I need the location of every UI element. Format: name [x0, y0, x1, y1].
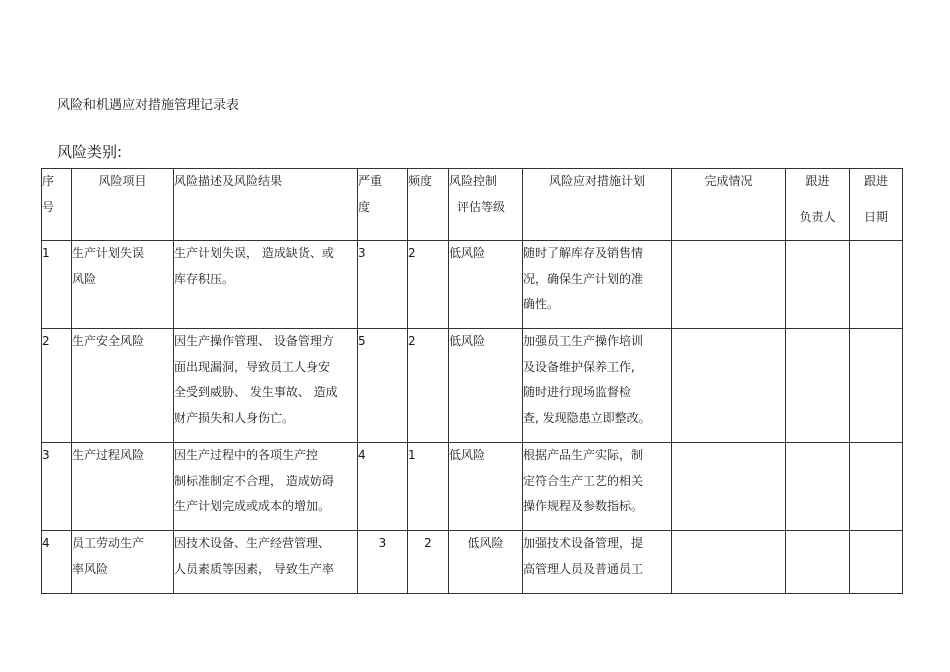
- cell-followup-date: [850, 241, 903, 329]
- header-followup-date: 跟进 日期: [850, 169, 903, 241]
- header-followup-owner: 跟进 负责人: [786, 169, 850, 241]
- risk-category-label: 风险类别:: [57, 143, 123, 161]
- cell-followup-owner: [786, 329, 850, 443]
- cell-severity: 3: [358, 531, 408, 594]
- cell-completion-status: [672, 531, 786, 594]
- header-severity: 严重 度: [358, 169, 408, 241]
- cell-no: 1: [42, 241, 72, 329]
- risk-table: [41, 168, 903, 594]
- cell-risk-level: 低风险: [449, 531, 523, 594]
- table-header-row: [42, 169, 903, 241]
- cell-risk-description: 因生产操作管理、 设备管理方 面出现漏洞，导致员工人身安 全受到威胁、 发生事故、 造成 财产损失和人身伤亡。: [174, 329, 358, 443]
- cell-followup-date: [850, 531, 903, 594]
- cell-frequency: 2: [408, 531, 449, 594]
- cell-risk-description: 因生产过程中的各项生产控 制标准制定不合理， 造成妨碍 生产计划完成或成本的增加。: [174, 443, 358, 531]
- cell-response-plan: 根据产品生产实际，制 定符合生产工艺的相关 操作规程及参数指标。: [523, 443, 672, 531]
- cell-no: 3: [42, 443, 72, 531]
- cell-risk-description: 生产计划失误， 造成缺货、或 库存积压。: [174, 241, 358, 329]
- table-row: [42, 531, 903, 594]
- header-frequency: 频度: [408, 169, 449, 241]
- table-row: [42, 329, 903, 443]
- cell-response-plan: 随时了解库存及销售情 况，确保生产计划的准 确性。: [523, 241, 672, 329]
- header-completion-status: 完成情况: [672, 169, 786, 241]
- cell-severity: 3: [358, 241, 408, 329]
- header-risk-item: 风险项目: [72, 169, 174, 241]
- cell-completion-status: [672, 329, 786, 443]
- cell-completion-status: [672, 443, 786, 531]
- cell-risk-level: 低风险: [449, 241, 523, 329]
- cell-severity: 4: [358, 443, 408, 531]
- cell-frequency: 2: [408, 329, 449, 443]
- cell-no: 2: [42, 329, 72, 443]
- table-row: [42, 241, 903, 329]
- cell-risk-item: 生产计划失误 风险: [72, 241, 174, 329]
- document-title: 风险和机遇应对措施管理记录表: [57, 98, 240, 113]
- cell-followup-owner: [786, 241, 850, 329]
- cell-risk-description: 因技术设备、生产经营管理、 人员素质等因素， 导致生产率: [174, 531, 358, 594]
- cell-followup-owner: [786, 443, 850, 531]
- header-risk-level: 风险控制 评估等级: [449, 169, 523, 241]
- cell-followup-owner: [786, 531, 850, 594]
- cell-frequency: 1: [408, 443, 449, 531]
- cell-risk-item: 生产过程风险: [72, 443, 174, 531]
- cell-followup-date: [850, 329, 903, 443]
- cell-risk-level: 低风险: [449, 443, 523, 531]
- header-response-plan: 风险应对措施计划: [523, 169, 672, 241]
- header-risk-description: 风险描述及风险结果: [174, 169, 358, 241]
- cell-severity: 5: [358, 329, 408, 443]
- cell-completion-status: [672, 241, 786, 329]
- table-row: [42, 443, 903, 531]
- cell-frequency: 2: [408, 241, 449, 329]
- cell-risk-level: 低风险: [449, 329, 523, 443]
- cell-response-plan: 加强技术设备管理，提 高管理人员及普通员工: [523, 531, 672, 594]
- cell-response-plan: 加强员工生产操作培训 及设备维护保养工作, 随时进行现场监督检 查, 发现隐患立即整改。: [523, 329, 672, 443]
- cell-no: 4: [42, 531, 72, 594]
- cell-followup-date: [850, 443, 903, 531]
- cell-risk-item: 员工劳动生产 率风险: [72, 531, 174, 594]
- cell-risk-item: 生产安全风险: [72, 329, 174, 443]
- header-no: 序 号: [42, 169, 72, 241]
